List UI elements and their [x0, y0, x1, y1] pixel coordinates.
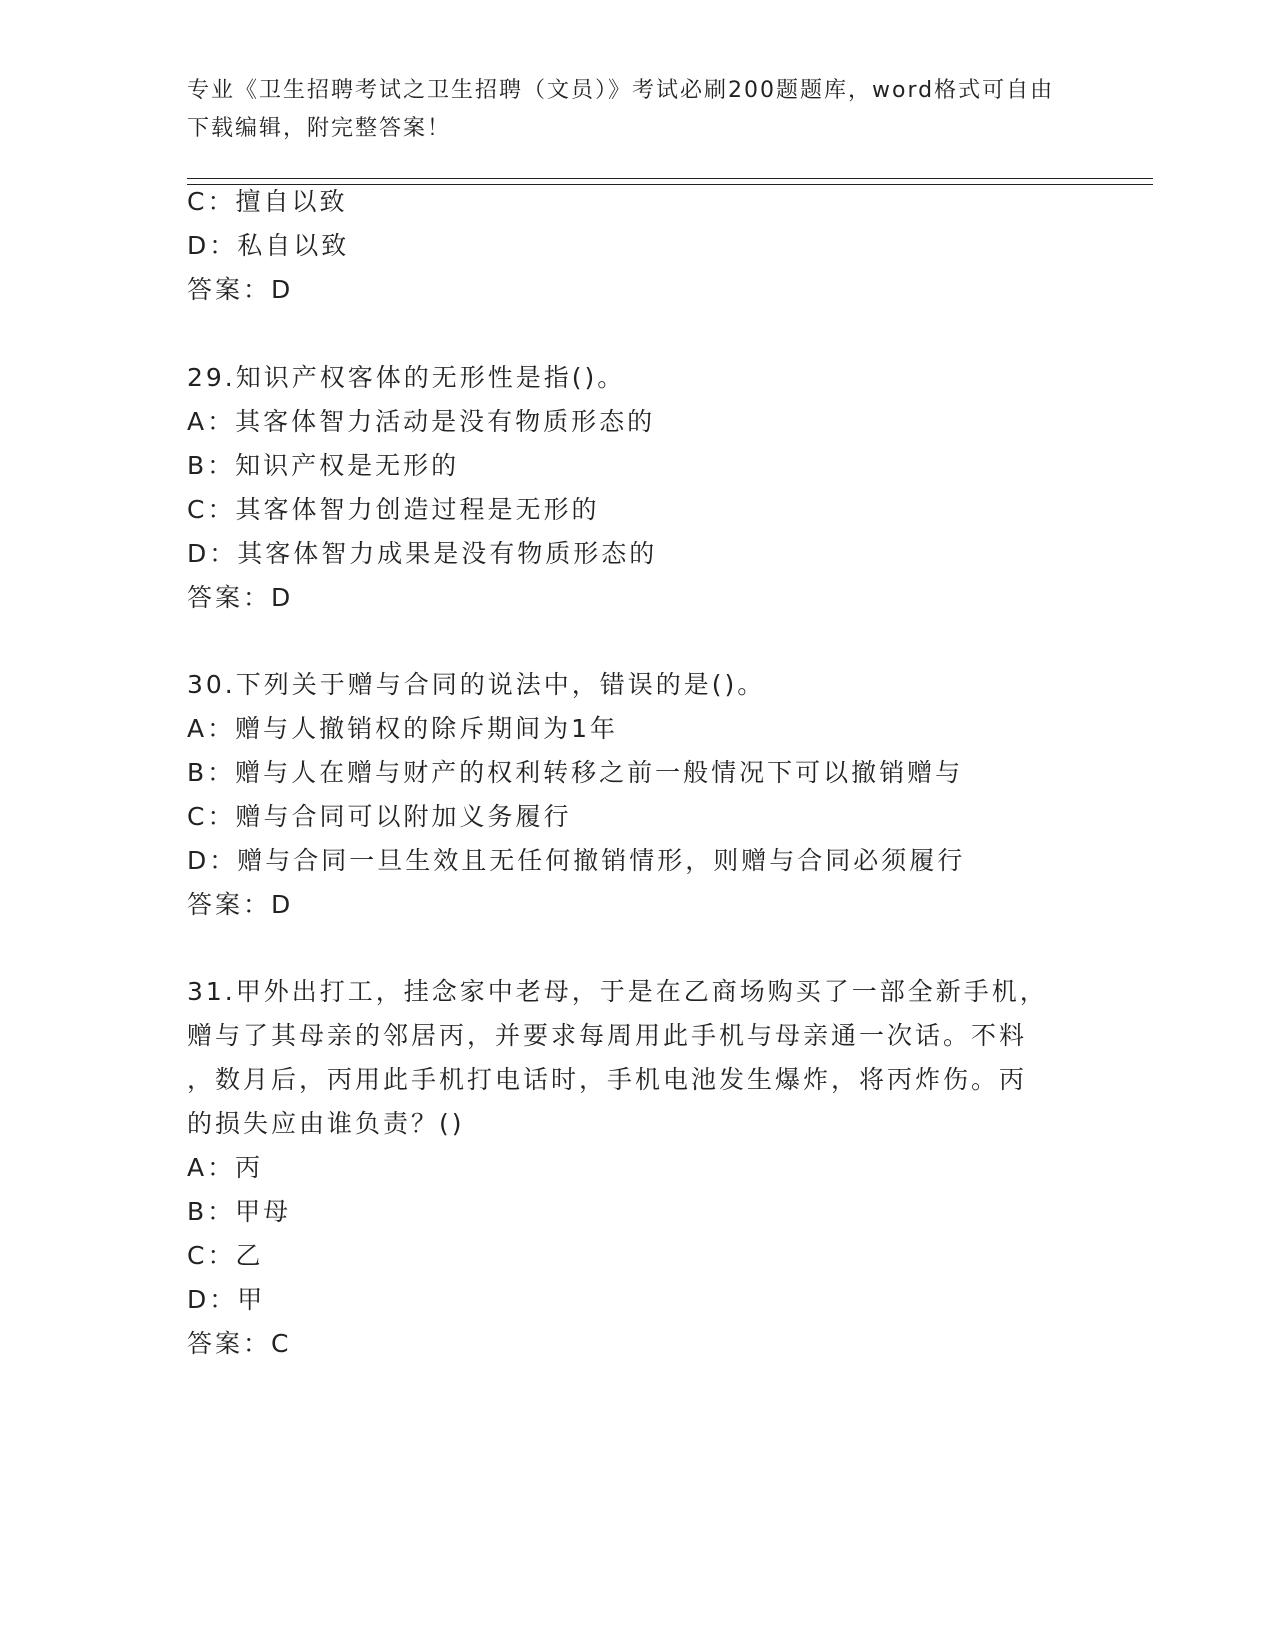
answer: 答案：D: [187, 890, 294, 919]
option-c: C：赠与合同可以附加义务履行: [187, 802, 572, 831]
question-29: 29.知识产权客体的无形性是指()。: [187, 363, 626, 392]
option-b: B：甲母: [187, 1197, 292, 1226]
question-31-line-4: 的损失应由谁负责？(): [187, 1109, 465, 1138]
question-30: 30.下列关于赠与合同的说法中，错误的是()。: [187, 670, 766, 699]
question-31-line-3: ，数月后，丙用此手机打电话时，手机电池发生爆炸，将丙炸伤。丙: [187, 1065, 1028, 1094]
option-a: A：赠与人撤销权的除斥期间为1年: [187, 714, 619, 743]
option-d: D：其客体智力成果是没有物质形态的: [187, 539, 658, 568]
option-d: D：私自以致: [187, 231, 350, 260]
option-a: A：其客体智力活动是没有物质形态的: [187, 407, 656, 436]
question-31-line-2: 赠与了其母亲的邻居丙，并要求每周用此手机与母亲通一次话。不料: [187, 1021, 1028, 1050]
option-b: B：知识产权是无形的: [187, 451, 460, 480]
option-b: B：赠与人在赠与财产的权利转移之前一般情况下可以撤销赠与: [187, 758, 964, 787]
header-divider: [187, 178, 1153, 179]
option-d: D：赠与合同一旦生效且无任何撤销情形，则赠与合同必须履行: [187, 846, 966, 875]
option-c: C：擅自以致: [187, 187, 348, 216]
answer: 答案：D: [187, 583, 294, 612]
answer: 答案：C: [187, 1329, 292, 1358]
header-divider-double: [187, 184, 1153, 185]
option-a: A：丙: [187, 1153, 264, 1182]
option-d: D：甲: [187, 1285, 266, 1314]
document-header: 专业《卫生招聘考试之卫生招聘（文员）》考试必刷200题题库，word格式可自由下载编辑，附完整答案！: [187, 78, 1055, 141]
answer: 答案：D: [187, 275, 294, 304]
option-c: C：乙: [187, 1241, 264, 1270]
option-c: C：其客体智力创造过程是无形的: [187, 495, 600, 524]
question-31-line-1: 31.甲外出打工，挂念家中老母，于是在乙商场购买了一部全新手机，: [187, 977, 1048, 1006]
